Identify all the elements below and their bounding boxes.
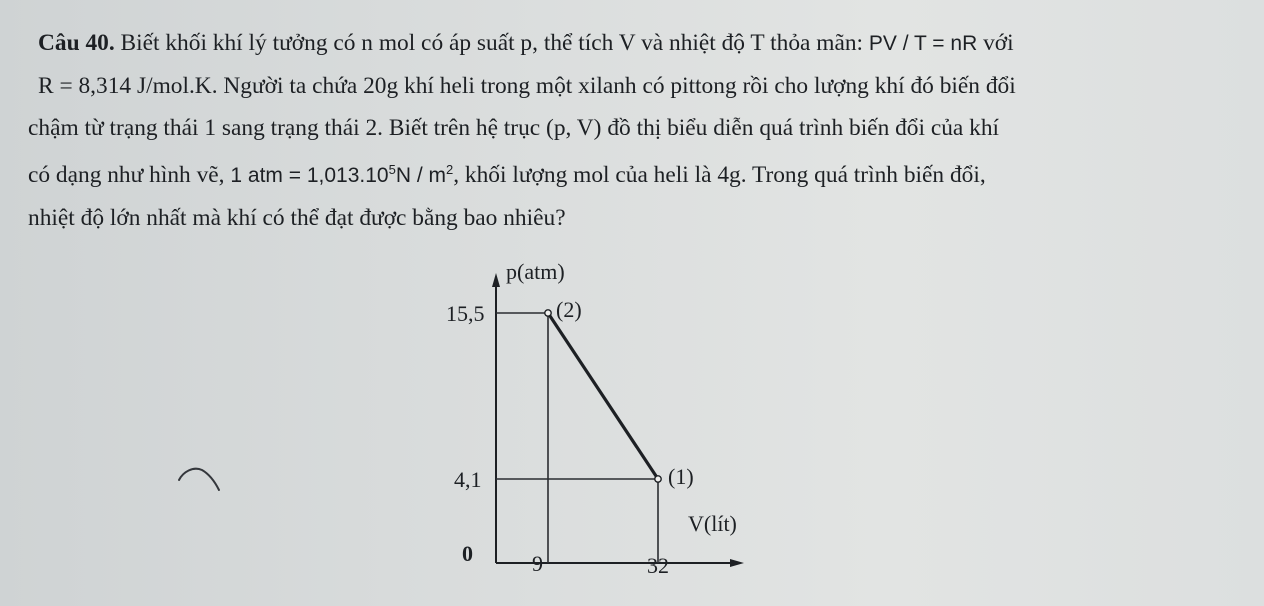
axes-pair: (p, V) [546,115,602,141]
question-line-3-start: chậm từ trạng thái 1 sang trạng thái 2. Biết trên hệ trục [28,115,547,141]
gas-law-formula: PV / T = nR [868,32,978,55]
question-line-3-end: đồ thị biểu diễn quá trình biến đổi của khí [601,115,1000,141]
question-text [28,22,1248,239]
y-tick-4-1: 4,1 [454,467,482,492]
process-line [548,313,658,479]
y-tick-15-5: 15,5 [446,301,485,326]
origin-label: 0 [462,541,473,566]
question-line-5: nhiệt độ lớn nhất mà khí có thể đạt được bằng bao nhiêu? [28,205,566,231]
state-1-label: (1) [668,464,694,489]
question-line-3 [28,107,1248,149]
state-1-point [655,476,661,482]
state-2-point [545,310,551,316]
x-tick-32: 32 [647,553,669,578]
state-2-label: (2) [556,297,582,322]
question-line-4-start: có dạng như hình vẽ, [28,162,231,188]
x-axis-arrow [730,559,744,567]
question-line-2: R = 8,314 J/mol.K. Người ta chứa 20g khí heli trong một xilanh có pittong rồi cho lượng khí đó biến đổi [38,73,1016,99]
question-label: Câu 40. [38,30,115,56]
pv-graph-svg [430,255,790,585]
question-line-1 [38,22,1248,65]
x-axis-label: V(lít) [688,511,737,536]
pv-graph [430,255,790,585]
question-line-1-end: với [977,30,1014,56]
question-line-4-end: , khối lượng mol của heli là 4g. Trong quá trình biến đổi, [453,162,986,188]
y-axis-arrow [492,273,500,287]
atm-conversion-exponent: 5 [388,162,396,177]
atm-conversion-lhs: 1 atm = 1,013.10 [230,164,389,187]
x-tick-9: 9 [532,551,543,576]
question-line-4 [28,149,1248,197]
y-axis-label: p(atm) [506,259,565,284]
atm-conversion-unit: N / m [395,164,446,187]
question-line-1-text: Biết khối khí lý tưởng có n mol có áp suất p, thể tích V và nhiệt độ T thỏa mãn: [114,30,869,56]
atm-conversion-unit-exponent: 2 [445,162,454,177]
atm-conversion [230,164,453,187]
pen-stroke-mark [175,462,225,496]
